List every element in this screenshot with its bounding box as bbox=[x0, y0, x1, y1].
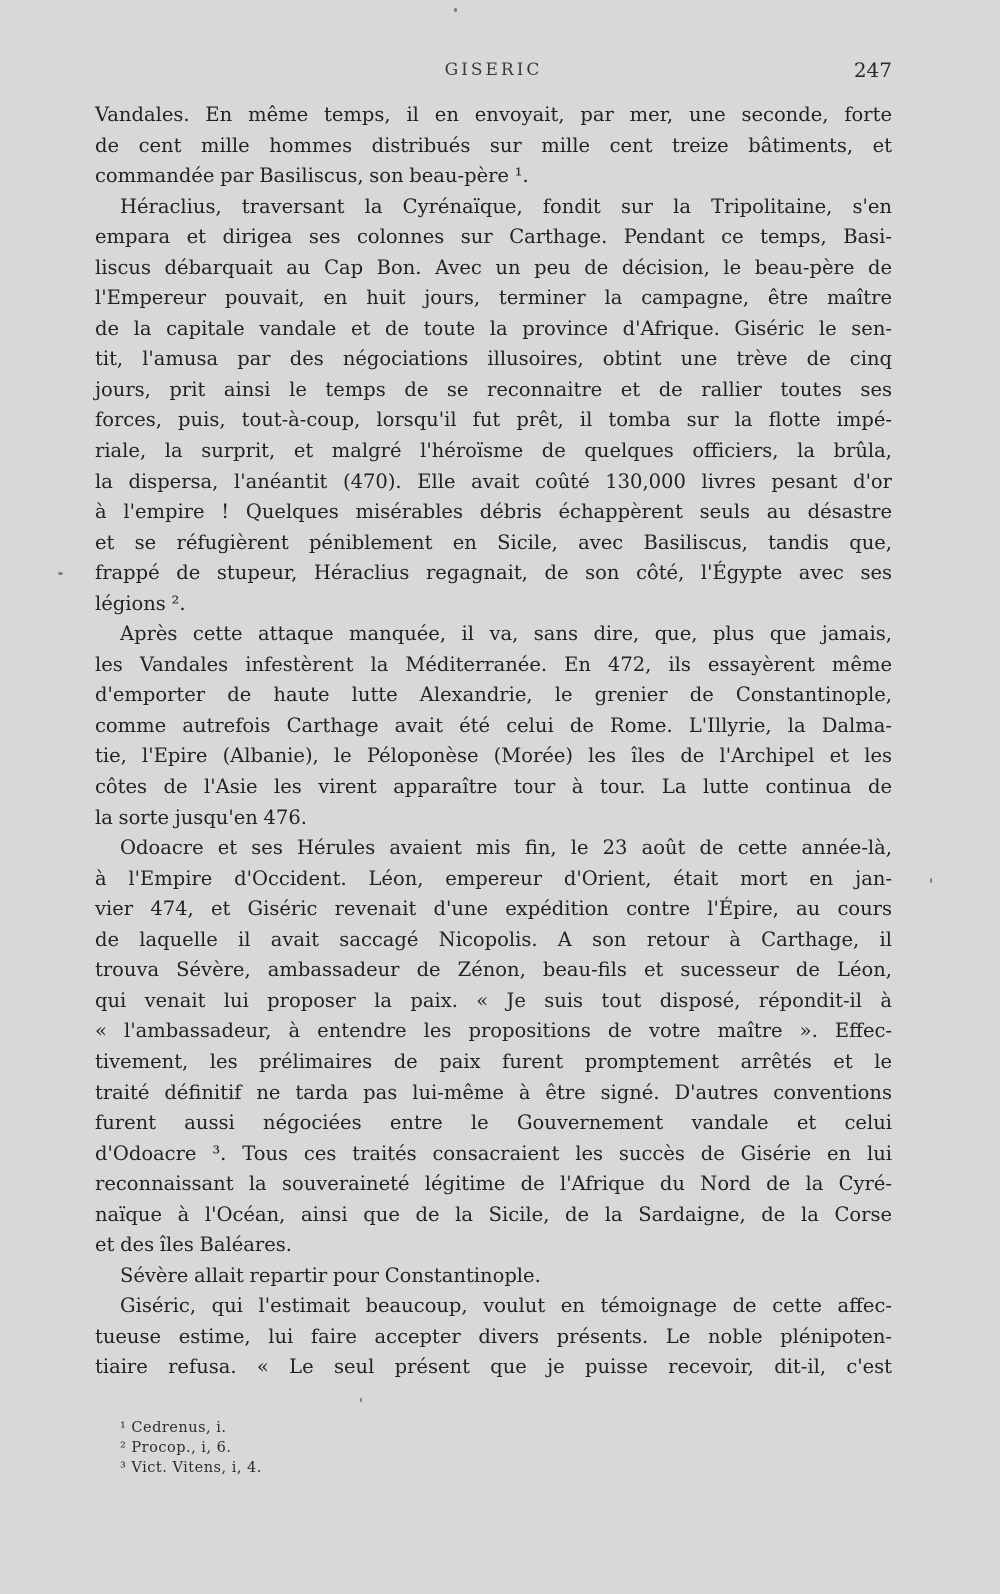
footnotes bbox=[120, 1418, 262, 1478]
text-line: les Vandales infestèrent la Méditerranée. En 472, ils essayèrent même bbox=[95, 652, 892, 676]
text-line: jours, prit ainsi le temps de se reconnaitre et de rallier toutes ses bbox=[95, 377, 892, 401]
body-text bbox=[95, 100, 892, 1383]
text-line: tit, l'amusa par des négociations illusoires, obtint une trève de cinq bbox=[95, 347, 892, 371]
print-speck bbox=[454, 8, 457, 12]
footnote: ¹ Cedrenus, i. bbox=[120, 1420, 227, 1436]
text-line: de cent mille hommes distribués sur mille cent treize bâtiments, et bbox=[95, 133, 892, 157]
text-line: naïque à l'Océan, ainsi que de la Sicile, de la Sardaigne, de la Corse bbox=[95, 1202, 892, 1226]
text-line: trouva Sévère, ambassadeur de Zénon, beau-fils et sucesseur de Léon, bbox=[95, 958, 892, 982]
text-line: à l'empire ! Quelques misérables débris échappèrent seuls au désastre bbox=[95, 500, 892, 524]
text-line: l'Empereur pouvait, en huit jours, terminer la campagne, être maître bbox=[95, 286, 892, 310]
page-header bbox=[95, 60, 892, 86]
text-line: riale, la surprit, et malgré l'héroïsme de quelques officiers, la brûla, bbox=[95, 439, 892, 463]
text-line: « l'ambassadeur, à entendre les propositions de votre maître ». Effec- bbox=[95, 1019, 892, 1043]
text-line: furent aussi négociées entre le Gouvernement vandale et celui bbox=[95, 1111, 892, 1135]
text-line: d'emporter de haute lutte Alexandrie, le grenier de Constantinople, bbox=[95, 683, 892, 707]
text-line: Giséric, qui l'estimait beaucoup, voulut en témoignage de cette affec- bbox=[120, 1294, 892, 1318]
text-line: tie, l'Epire (Albanie), le Péloponèse (Morée) les îles de l'Archipel et les bbox=[95, 744, 892, 768]
text-line: Odoacre et ses Hérules avaient mis fin, le 23 août de cette année-là, bbox=[120, 836, 892, 860]
text-line: reconnaissant la souveraineté légitime de l'Afrique du Nord de la Cyré- bbox=[95, 1172, 892, 1196]
text-line: Vandales. En même temps, il en envoyait, par mer, une seconde, forte bbox=[95, 103, 892, 126]
text-line: tiaire refusa. « Le seul présent que je puisse recevoir, dit-il, c'est bbox=[95, 1355, 892, 1379]
text-line: tivement, les prélimaires de paix furent promptement arrêtés et le bbox=[95, 1049, 892, 1073]
text-line: frappé de stupeur, Héraclius regagnait, de son côté, l'Égypte avec ses bbox=[95, 561, 892, 585]
running-title: GISERIC bbox=[444, 60, 543, 80]
footnote: ³ Vict. Vitens, i, 4. bbox=[120, 1460, 262, 1476]
text-line: commandée par Basiliscus, son beau-père ¹. bbox=[95, 164, 529, 188]
text-line: tueuse estime, lui faire accepter divers présents. Le noble plénipoten- bbox=[95, 1324, 892, 1348]
text-line: forces, puis, tout-à-coup, lorsqu'il fut prêt, il tomba sur la flotte impé- bbox=[95, 408, 892, 432]
text-line: la sorte jusqu'en 476. bbox=[95, 805, 307, 829]
text-line: liscus débarquait au Cap Bon. Avec un peu de décision, le beau-père de bbox=[95, 255, 892, 279]
text-line: qui venait lui proposer la paix. « Je suis tout disposé, répondit-il à bbox=[95, 988, 892, 1012]
print-speck bbox=[360, 1398, 362, 1402]
text-line: Sévère allait repartir pour Constantinople. bbox=[120, 1263, 541, 1287]
print-speck bbox=[930, 878, 932, 883]
text-line: Héraclius, traversant la Cyrénaïque, fondit sur la Tripolitaine, s'en bbox=[120, 194, 892, 218]
text-line: de la capitale vandale et de toute la province d'Afrique. Giséric le sen- bbox=[95, 316, 892, 340]
text-line: à l'Empire d'Occident. Léon, empereur d'Orient, était mort en jan- bbox=[95, 866, 892, 890]
text-line: empara et dirigea ses colonnes sur Carthage. Pendant ce temps, Basi- bbox=[95, 225, 892, 249]
text-line: vier 474, et Giséric revenait d'une expédition contre l'Épire, au cours bbox=[95, 897, 892, 921]
text-line: la dispersa, l'anéantit (470). Elle avait coûté 130,000 livres pesant d'or bbox=[95, 469, 892, 493]
footnote: ² Procop., i, 6. bbox=[120, 1440, 232, 1456]
text-line: et se réfugièrent péniblement en Sicile, avec Basiliscus, tandis que, bbox=[95, 530, 892, 554]
text-line: traité définitif ne tarda pas lui-même à être signé. D'autres conventions bbox=[95, 1080, 892, 1104]
text-line: d'Odoacre ³. Tous ces traités consacraient les succès de Gisérie en lui bbox=[95, 1141, 892, 1165]
text-line: comme autrefois Carthage avait été celui de Rome. L'Illyrie, la Dalma- bbox=[95, 713, 892, 737]
print-speck bbox=[58, 572, 63, 575]
page-number: 247 bbox=[853, 58, 892, 82]
text-line: côtes de l'Asie les virent apparaître tour à tour. La lutte continua de bbox=[95, 775, 892, 799]
text-line: et des îles Baléares. bbox=[95, 1233, 292, 1257]
text-line: légions ². bbox=[95, 591, 186, 615]
text-line: de laquelle il avait saccagé Nicopolis. A son retour à Carthage, il bbox=[95, 927, 892, 951]
text-line: Après cette attaque manquée, il va, sans dire, que, plus que jamais, bbox=[120, 622, 892, 646]
